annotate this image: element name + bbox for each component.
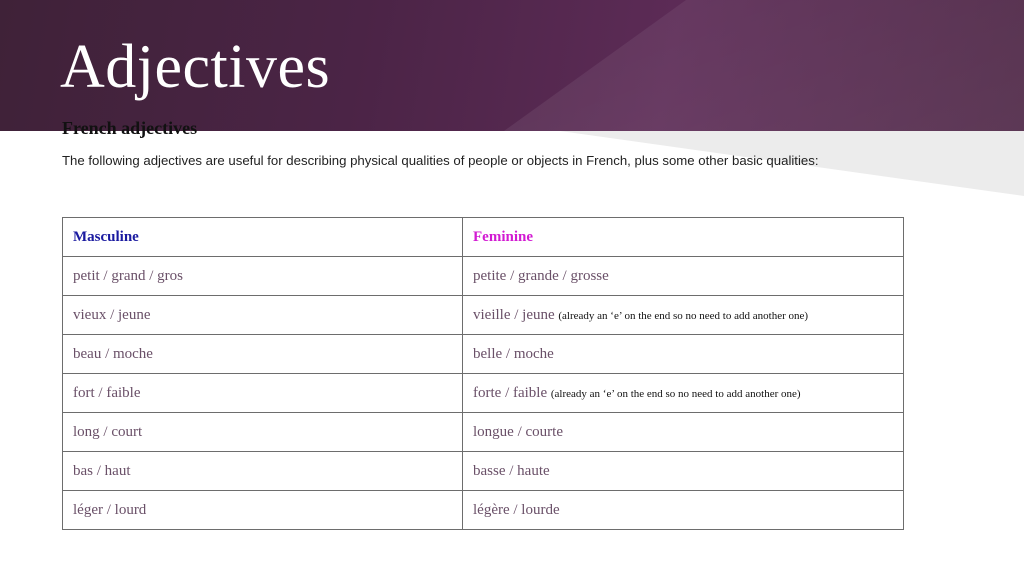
table-row (63, 491, 904, 530)
intro-text: The following adjectives are useful for describing physical qualities of people or objects in French, plus some other basic qualities: (62, 153, 819, 168)
cell-masculine: beau / moche (63, 335, 463, 374)
cell-feminine: longue / courte (463, 413, 904, 452)
header-feminine: Feminine (463, 218, 904, 257)
cell-feminine: légère / lourde (463, 491, 904, 530)
feminine-form: forte / faible (473, 384, 548, 401)
slide-title: Adjectives (60, 33, 331, 101)
adjectives-table (62, 217, 904, 530)
feminine-form: vieille / jeune (473, 306, 555, 323)
table-header-row (63, 218, 904, 257)
table-row (63, 257, 904, 296)
cell-feminine: basse / haute (463, 452, 904, 491)
cell-masculine: fort / faible (63, 374, 463, 413)
cell-masculine: léger / lourd (63, 491, 463, 530)
header-masculine: Masculine (63, 218, 463, 257)
cell-note: (already an ‘e’ on the end so no need to add another one) (558, 309, 809, 322)
cell-masculine: petit / grand / gros (63, 257, 463, 296)
cell-masculine: vieux / jeune (63, 296, 463, 335)
slide-subtitle: French adjectives (62, 118, 198, 138)
cell-masculine: bas / haut (63, 452, 463, 491)
cell-feminine (463, 374, 904, 413)
cell-feminine: belle / moche (463, 335, 904, 374)
cell-feminine (463, 296, 904, 335)
cell-note: (already an ‘e’ on the end so no need to add another one) (550, 387, 801, 400)
table-row (63, 374, 904, 413)
cell-feminine: petite / grande / grosse (463, 257, 904, 296)
table-row (63, 335, 904, 374)
table-row (63, 452, 904, 491)
table-row (63, 413, 904, 452)
cell-masculine: long / court (63, 413, 463, 452)
table-row (63, 296, 904, 335)
